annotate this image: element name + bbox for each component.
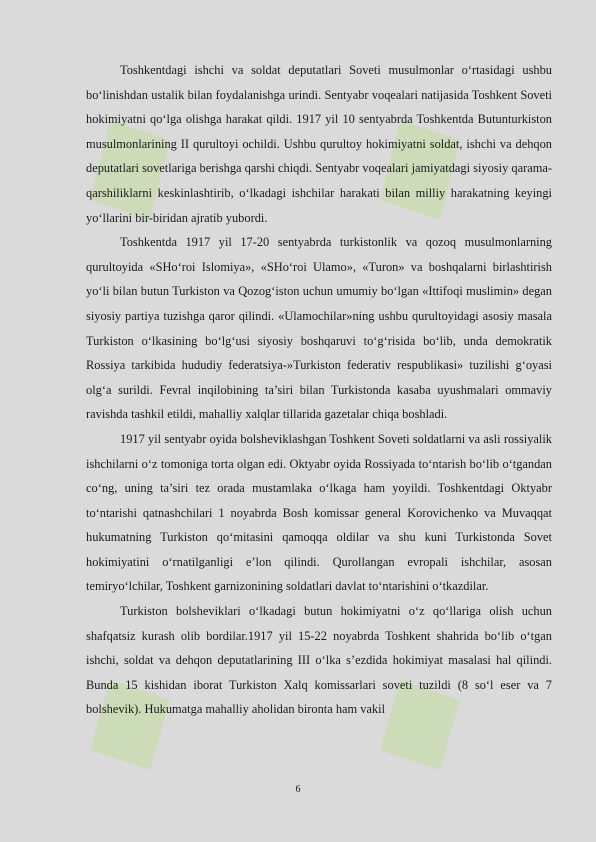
page-number: 6 xyxy=(295,784,301,795)
paragraph-3: 1917 yil sentyabr oyida bolsheviklashgan Toshkent Soveti soldatlarni va asli rossiyalik ishchilarni o‘z tomoniga torta olgan edi. Oktyabr oyida Rossiyada to‘ntarish bo‘lib o‘tgandan co‘ng, uning ta’siri tez orada mustamlaka o‘lkaga ham yoyildi. Toshkentdagi Oktyabr to‘ntarishi qatnashchilari 1 noyabrda Bosh komissar general Korovichenko va Muvaqqat hukumatning Turkiston qo‘mitasini qamoqqa oldilar va shu kuni Turkistonda Sovet hokimiyatini o‘rnatilganligi e’lon qilindi. Qurollangan evropali ishchilar, asosan temiryo‘lchilar, Toshkent garnizonining soldatlari davlat to‘ntarishini o‘tkazdilar. xyxy=(86,431,552,594)
paragraph-2: Toshkentda 1917 yil 17-20 sentyabrda turkistonlik va qozoq musulmonlarning qurultoyida «SHo‘roi Islomiya», «SHo‘roi Ulamo», «Turon» va boshqalarni birlashtirish yo‘li bilan butun Turkiston va Qozog‘iston uchun umumiy bo‘lgan «Ittifoqi muslimin» degan siyosiy partiya tuzishga qaror qilindi. «Ulamochilar»ning ushbu qurultoyidagi asosiy masala Turkiston o‘lkasining bo‘lg‘usi siyosiy boshqaruvi to‘g‘risida bo‘lib, unda demokratik Rossiya tarkibida hududiy federatsiya-»Turkiston federativ respublikasi» tuzilishi g‘oyasi olg‘a surildi. Fevral inqilobining ta’siri bilan Turkistonda kasaba uyushmalari ommaviy ravishda tashkil etildi, mahalliy xalqlar tillarida gazetalar chiqa boshladi. xyxy=(86,235,552,422)
body-text xyxy=(86,58,552,722)
paragraph-1: Toshkentdagi ishchi va soldat deputatlari Soveti musulmonlar o‘rtasidagi ushbu bo‘linishdan ustalik bilan foydalanishga urindi. Sentyabr voqealari natijasida Toshkent Soveti hokimiyatni qo‘lga olishga harakat qildi. 1917 yil 10 sentyabrda Toshkentda Butunturkiston musulmonlarining II qurultoyi ochildi. Ushbu qurultoy hokimiyatni soldat, ishchi va dehqon deputatlari sovetlariga berishga qarshi chiqdi. Sentyabr voqealari jamiyatdagi siyosiy qarama-qarshiliklarni keskinlashtirib, o‘lkadagi ishchilar harakati bilan milliy harakatning keyingi yo‘llarini bir-biridan ajratib yubordi. xyxy=(86,63,552,225)
paragraph-4: Turkiston bolsheviklari o‘lkadagi butun hokimiyatni o‘z qo‘llariga olish uchun shafqatsiz kurash olib bordilar.1917 yil 15-22 noyabrda Toshkent shahrida bo‘lib o‘tgan ishchi, soldat va dehqon deputatlarining III o‘lka s’ezdida hokimiyat masalasi hal qilindi. Bunda 15 kishidan iborat Turkiston Xalq komissarlari soveti tuzildi (8 so‘l eser va 7 bolshevik). Hukumatga mahalliy aholidan bironta ham vakil xyxy=(86,604,552,717)
